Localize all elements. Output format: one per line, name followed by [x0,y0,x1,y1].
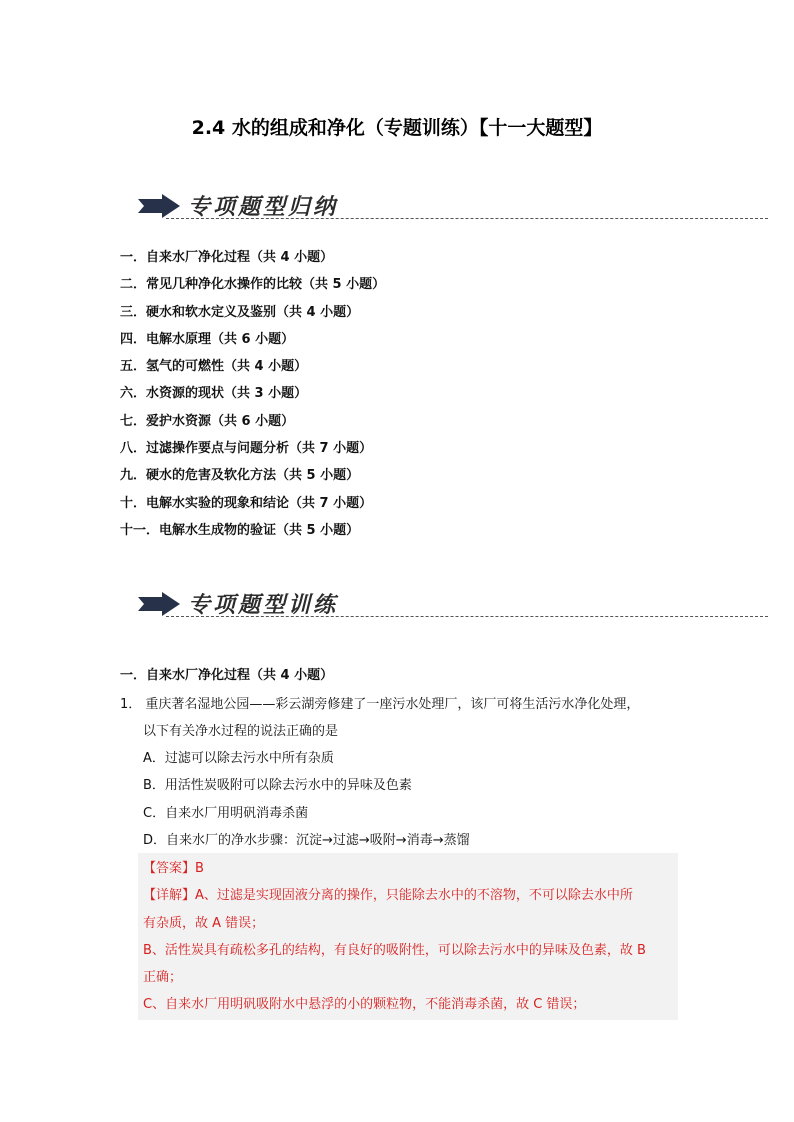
dashed-divider [166,218,768,219]
toc-item: 五．氢气的可燃性（共 4 小题） [120,359,308,375]
section-heading: 一．自来水厂净化过程（共 4 小题） [120,668,334,683]
toc-item: 六．水资源的现状（共 3 小题） [120,386,308,402]
question-stem-cont: 以下有关净水过程的说法正确的是 [143,724,339,739]
toc-item: 二．常见几种净化水操作的比较（共 5 小题） [120,277,386,293]
explanation-line: 有杂质，故 A 错误； [143,916,265,931]
option-a: A．过滤可以除去污水中所有杂质 [143,751,334,766]
toc-item: 四．电解水原理（共 6 小题） [120,331,295,347]
section-banner-training [138,586,768,622]
toc-item: 八．过滤操作要点与问题分析（共 7 小题） [120,441,373,457]
arrow-icon [138,592,180,616]
page-title: 2.4 水的组成和净化（专题训练）【十一大题型】 [191,117,603,139]
option-c: C．自来水厂用明矾消毒杀菌 [143,806,309,821]
toc-item: 十．电解水实验的现象和结论（共 7 小题） [120,495,373,511]
option-d: D．自来水厂的净水步骤：沉淀→过滤→吸附→消毒→蒸馏 [143,833,470,848]
toc-item: 七．爱护水资源（共 6 小题） [120,413,295,429]
table-of-contents [120,244,385,544]
explanation-line: C、自来水厂用明矾吸附水中悬浮的小的颗粒物，不能消毒杀菌，故 C 错误； [143,997,586,1012]
explanation-line: B、活性炭具有疏松多孔的结构，有良好的吸附性，可以除去污水中的异味及色素，故 B [143,943,646,958]
explanation-line: 正确； [143,970,183,985]
dashed-divider [166,616,768,617]
section-banner-summary [138,188,768,224]
question-stem: 1． 重庆著名湿地公园——彩云湖旁修建了一座污水处理厂，该厂可将生活污水净化处理， [120,697,640,712]
toc-item: 九．硬水的危害及软化方法（共 5 小题） [120,468,360,484]
answer-line: 【答案】B [143,861,204,876]
option-b: B．用活性炭吸附可以除去污水中的异味及色素 [143,778,412,793]
toc-item: 一．自来水厂净化过程（共 4 小题） [120,250,334,265]
arrow-icon [138,194,180,218]
banner-title: 专项题型归纳 [188,194,339,220]
toc-item: 十一．电解水生成物的验证（共 5 小题） [120,522,360,538]
explanation-line: 【详解】A、过滤是实现固液分离的操作，只能除去水中的不溶物，不可以除去水中所 [143,888,633,903]
banner-title: 专项题型训练 [188,592,339,618]
toc-item: 三．硬水和软水定义及鉴别（共 4 小题） [120,304,360,320]
